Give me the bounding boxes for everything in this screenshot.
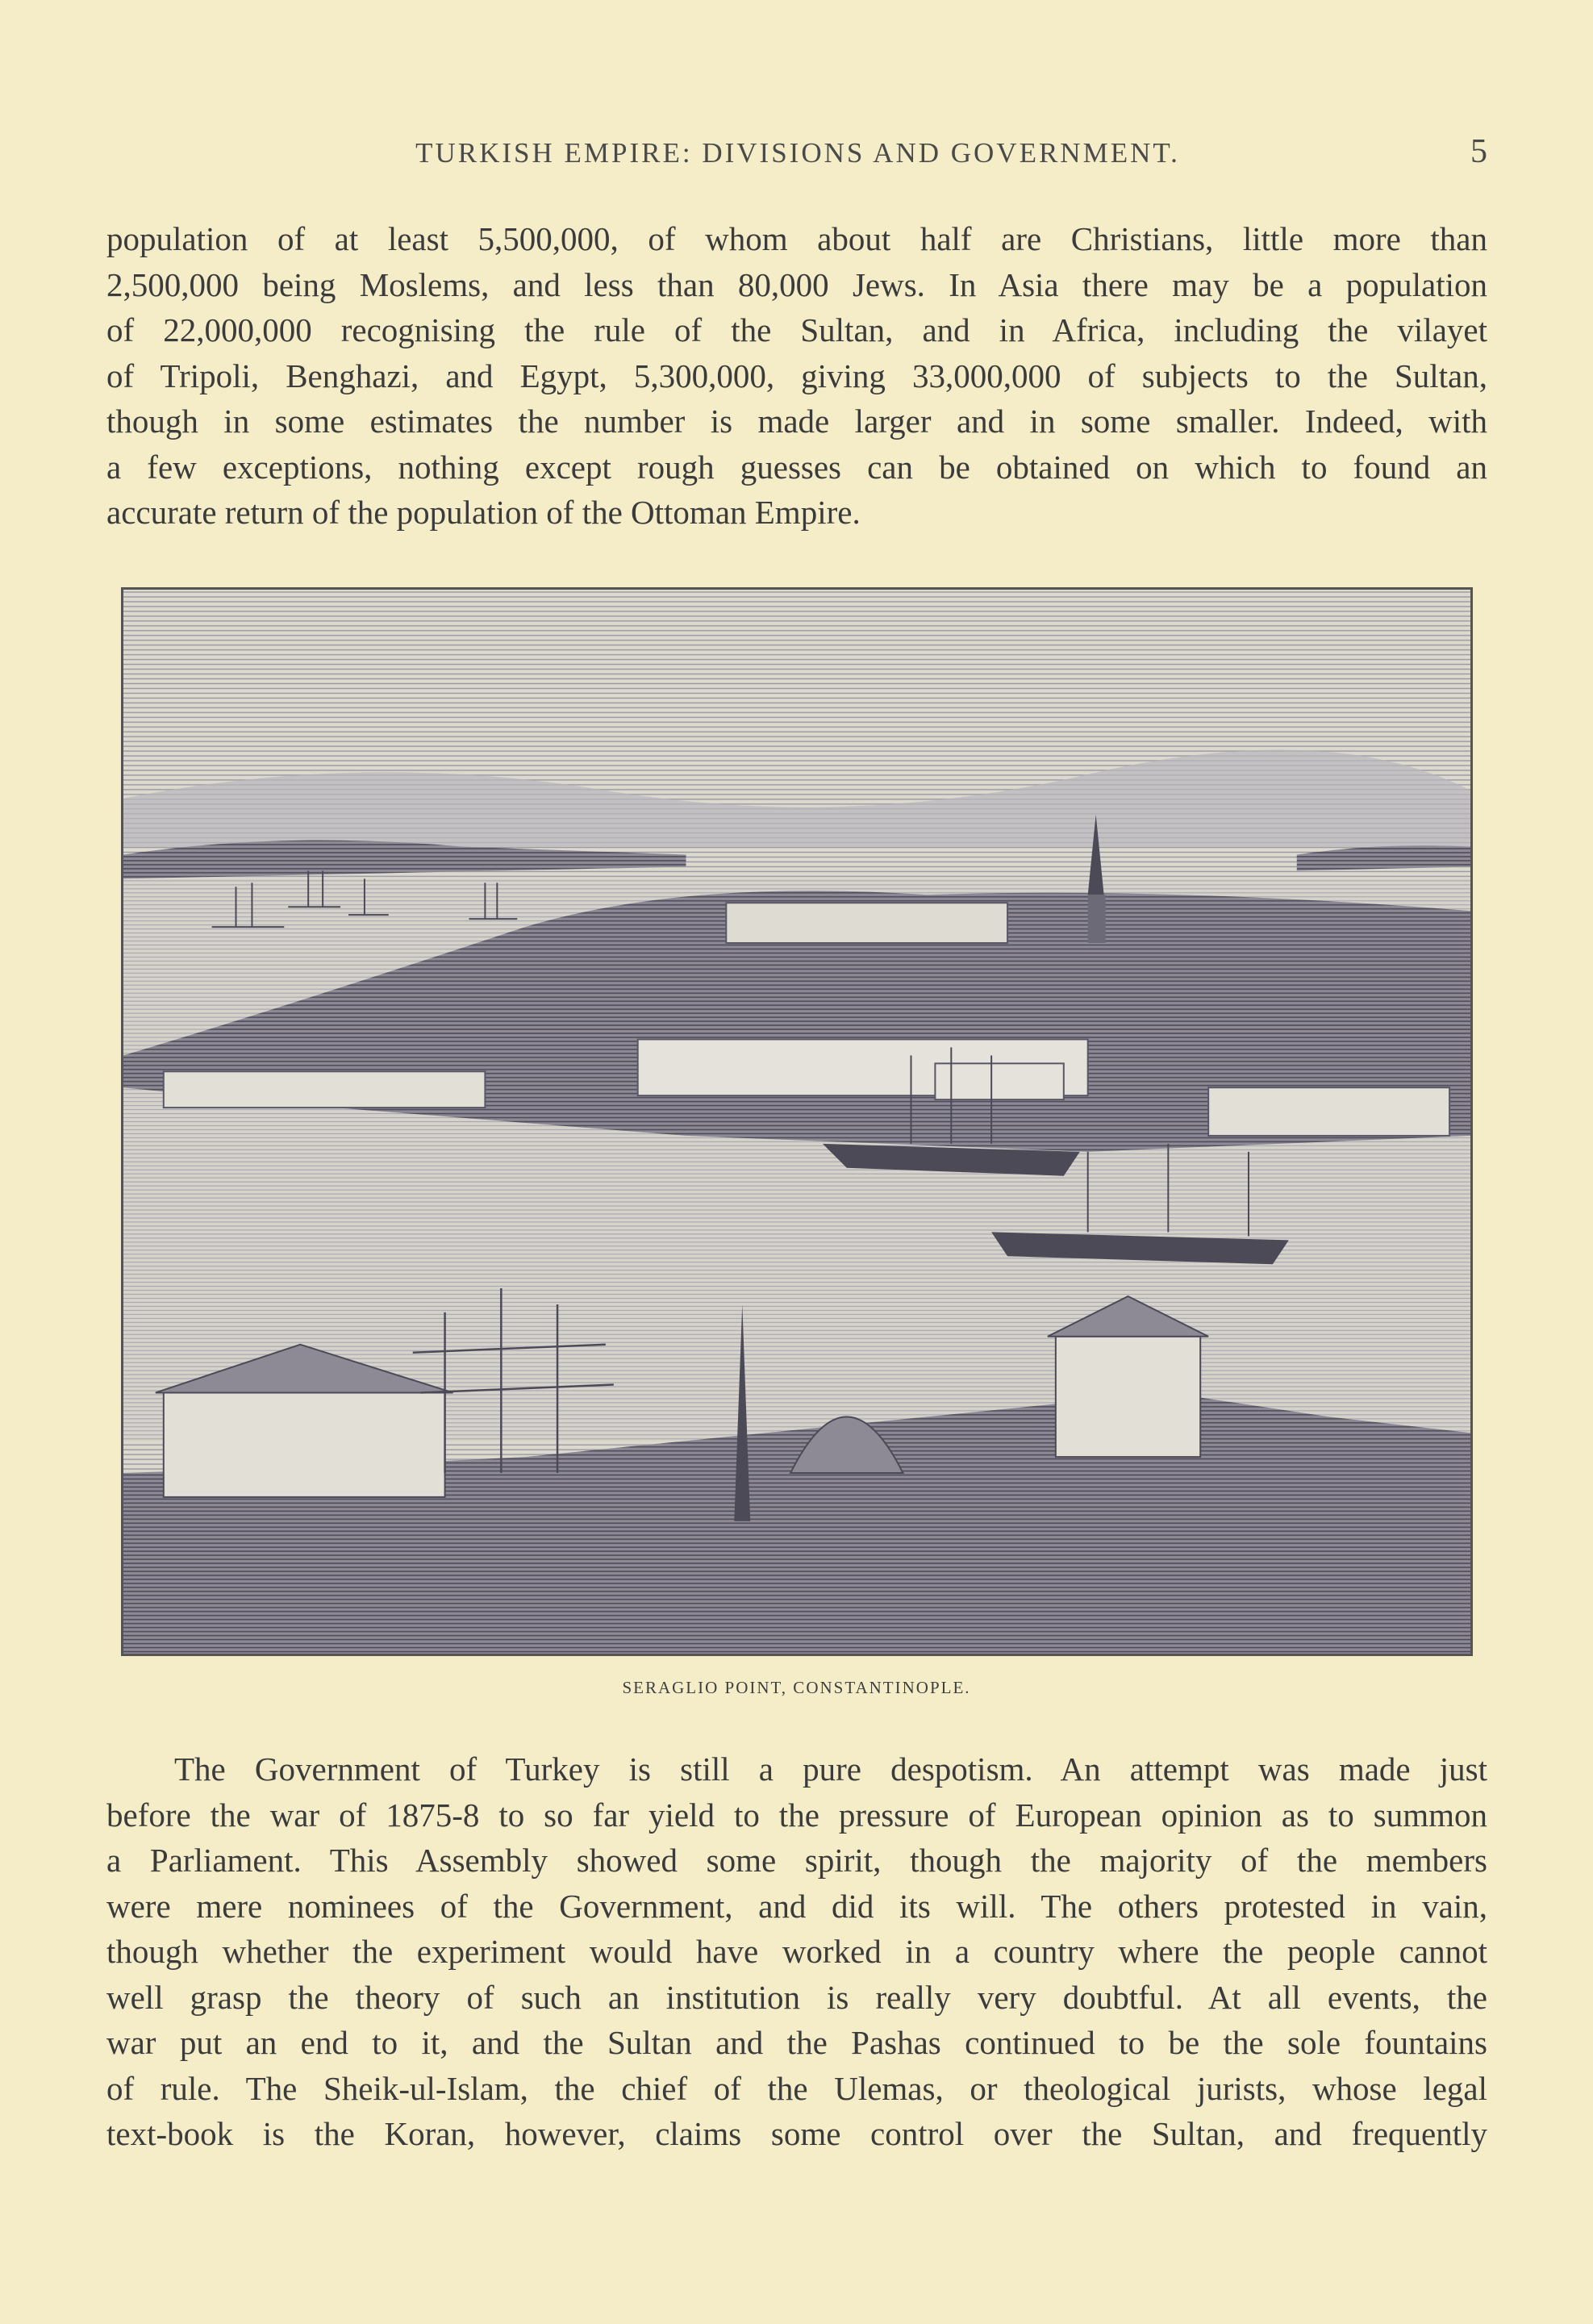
tower — [1088, 895, 1106, 943]
shore-buildings — [164, 1071, 486, 1108]
palace-wing — [935, 1063, 1063, 1099]
paragraph-population — [106, 216, 1487, 536]
text-line: though whether the experiment would have worked in a country where the people cannot — [106, 1933, 1487, 1970]
running-title: TURKISH EMPIRE: DIVISIONS AND GOVERNMENT. — [415, 137, 1180, 169]
text-line: of Tripoli, Benghazi, and Egypt, 5,300,000, giving 33,000,000 of subjects to the Sultan, — [106, 357, 1487, 394]
text-line: of 22,000,000 recognising the rule of the Sultan, and in Africa, including the vilayet — [106, 311, 1487, 348]
flag-house — [1056, 1337, 1200, 1457]
page-number: 5 — [1470, 133, 1487, 170]
shore-buildings-right — [1208, 1087, 1449, 1136]
figure-caption: SERAGLIO POINT, CONSTANTINOPLE. — [622, 1678, 971, 1697]
text-line: a few exceptions, nothing except rough guesses can be obtained on which to found an — [106, 448, 1487, 486]
text-line: well grasp the theory of such an institution is really very doubtful. At all events, the — [106, 1978, 1487, 2016]
text-line: The Government of Turkey is still a pure despotism. An attempt was made just — [174, 1750, 1487, 1788]
text-line: text-book is the Koran, however, claims some control over the Sultan, and frequently — [106, 2115, 1487, 2152]
text-line: though in some estimates the number is made larger and in some smaller. Indeed, with — [106, 403, 1487, 440]
text-line: were mere nominees of the Government, and did its will. The others protested in vain, — [106, 1887, 1487, 1925]
text-line: 2,500,000 being Moslems, and less than 80,000 Jews. In Asia there may be a population — [106, 265, 1487, 303]
paragraph-government — [106, 1746, 1487, 2157]
text-line: accurate return of the population of the Ottoman Empire. — [106, 494, 861, 531]
foreground-house — [164, 1392, 445, 1496]
hilltop-buildings — [726, 903, 1007, 943]
engraving-seraglio-point — [121, 587, 1473, 1656]
text-line: war put an end to it, and the Sultan and the Pashas continued to be the sole fountains — [106, 2024, 1487, 2061]
text-line: of rule. The Sheik-ul-Islam, the chief of the Ulemas, or theological jurists, whose legal — [106, 2069, 1487, 2107]
text-line: population of at least 5,500,000, of whom about half are Christians, little more than — [106, 220, 1487, 257]
text-line: a Parliament. This Assembly showed some spirit, though the majority of the members — [106, 1842, 1487, 1879]
text-line: before the war of 1875-8 to so far yield to the pressure of European opinion as to summon — [106, 1796, 1487, 1834]
running-head — [108, 133, 1487, 177]
engraving-illustration — [123, 590, 1470, 1654]
